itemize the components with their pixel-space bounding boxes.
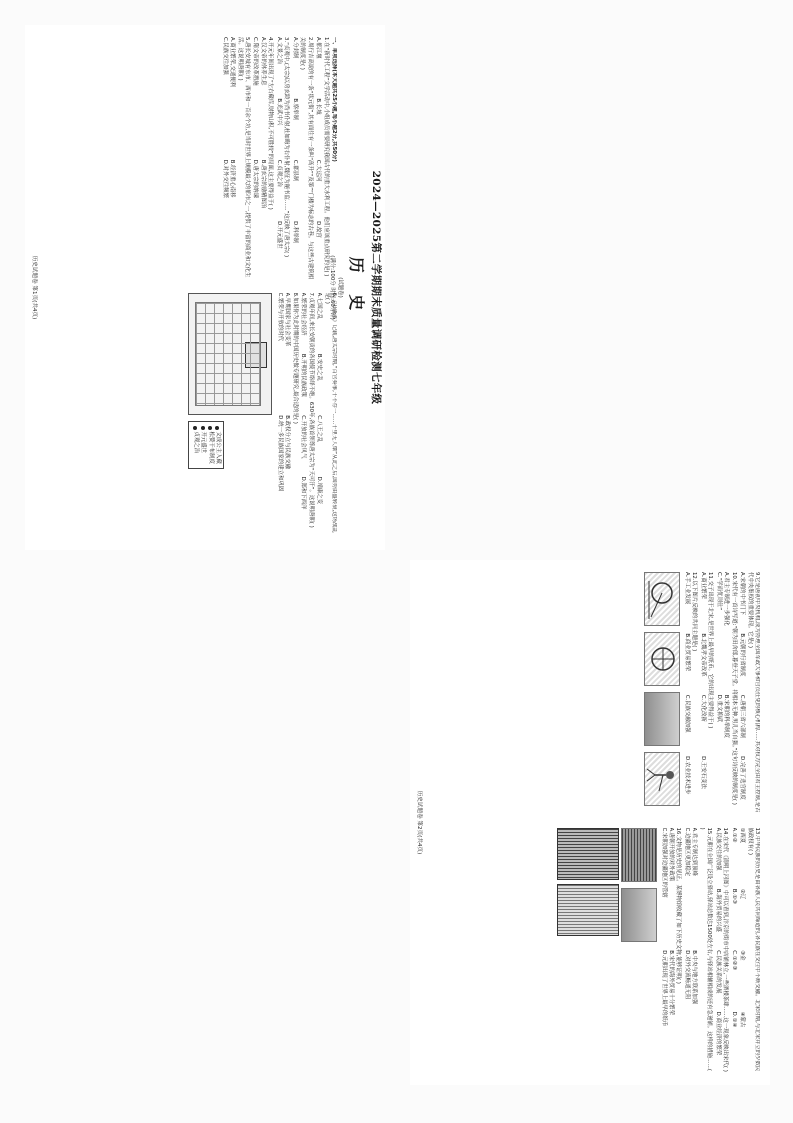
answer-option: A.繁荣的社会经济 (300, 292, 307, 336)
answer-options (251, 37, 266, 283)
answer-option: C.繁荣与开放的时代 (276, 292, 283, 342)
answer-option: B.安史之乱 (316, 353, 323, 381)
question-column-left (428, 572, 760, 818)
answer-option: B.长城 (315, 98, 322, 115)
answer-option: A.分封制 (291, 37, 298, 59)
question (274, 37, 289, 283)
legend-item: 贞观之治 (191, 426, 198, 464)
question (251, 37, 273, 283)
answer-option: D.商业经济的繁荣 (714, 1011, 721, 1056)
question-columns (428, 572, 760, 1073)
paper-money-figures (557, 828, 619, 1074)
legend-item: 开元盛世 (199, 426, 206, 464)
answer-option: C.贞观之治 (275, 159, 282, 187)
question-stem: 3.“贞观中,(太宗)以房玄龄为尚书仆射,杜如晦为右仆射,魏征为秘书监……”这反映了唐太宗( ) (283, 37, 290, 258)
answer-option: C.“学而优则仕” (715, 572, 722, 611)
map-figure-block (188, 293, 272, 539)
answer-option: A.君主专制达到顶峰 (691, 827, 698, 876)
answer-option: D.郑和下西洋 (300, 476, 307, 510)
answer-option: C.①②③ (730, 950, 737, 971)
answer-option: D.故宫 (315, 221, 322, 238)
answer-option: B.①③ (730, 888, 737, 904)
answer-option: A.民族交往的加强 (714, 827, 721, 871)
question-stem: 1.在“新时代工程”文学活动中,小组成员需要研究我国古代的重大水利工程。他们应该重点研究的是( ) (322, 37, 329, 277)
figure (621, 888, 657, 942)
answer-option: D.①④ (730, 1011, 737, 1028)
answer-option: B.开明的民族政策 (300, 353, 307, 398)
answer-option: B.中央与地方联系加强 (691, 950, 698, 1005)
question-list (659, 828, 760, 1074)
answer-option: B.海外贸易的兴盛 (714, 888, 721, 933)
answer-options (698, 572, 705, 818)
answer-option: D.农业技术进步 (683, 756, 690, 795)
question-list (682, 572, 760, 818)
answer-option: C.八王之乱 (316, 415, 323, 443)
answer-option: B.政权分立与民族交融 (284, 415, 291, 470)
answer-option: B.唐玄宗的励精图治 (259, 159, 266, 209)
answer-option: ①西夏 (739, 827, 746, 844)
farmer-drawing (644, 752, 680, 806)
relic-photo (621, 888, 657, 942)
answer-option: B.光武中兴 (275, 98, 282, 126)
spinning-wheel-drawing (644, 572, 680, 626)
answer-option: C.边疆地区更加稳定 (683, 827, 690, 877)
answer-option: D.完善了选官制度 (739, 756, 746, 800)
answer-option: D.王安石变法 (699, 756, 706, 789)
exam-page-2 (410, 560, 770, 1085)
answer-options (220, 37, 235, 283)
question (729, 828, 736, 1074)
answer-option: C.宋朝加强对边疆地区的管辖 (660, 827, 667, 898)
question (738, 572, 760, 818)
answer-option: B.经济重心南移 (229, 159, 236, 198)
answer-options (713, 828, 720, 1074)
answer-options (274, 37, 281, 283)
question (714, 572, 736, 818)
answer-option: ②辽 (739, 888, 746, 900)
question (220, 37, 250, 283)
answer-option: B.北魏孝文帝改革 (699, 633, 706, 677)
answer-option: A.汉文帝的休养生息 (259, 37, 266, 86)
answer-option: A.君主专制进一步强化 (723, 572, 730, 626)
bullet-icon (208, 426, 212, 430)
question (290, 37, 312, 283)
answer-option: D.唐太宗的纳谏 (252, 159, 259, 198)
answer-option: A.都江堰 (315, 37, 322, 59)
question-stem: 15.元朝在全国广泛设立驿站,驿站总数达1500处左右,与驿站相辅相成的还有急递铺。这样的措施……( ) (698, 827, 713, 1071)
question (314, 37, 329, 283)
answer-options (682, 828, 697, 1074)
answer-option: ④蒙古 (739, 1011, 746, 1028)
answer-option: D.统一多民族国家的建立和巩固 (276, 415, 283, 492)
exam-page-1 (25, 25, 385, 550)
answer-option: D.元朝出现了世界上最早的纸币 (660, 950, 667, 1027)
answer-option: C.开放的社会风气 (300, 415, 307, 459)
answer-options (714, 572, 729, 818)
answer-option: A.早期国家与社会变革 (284, 292, 291, 347)
paper-kind: (试题卷) (337, 277, 344, 298)
section-heading: 一、单项选择(本大题共25小题,每小题2分,共50分) (331, 37, 337, 162)
question (713, 828, 728, 1074)
question-stem: 7.贞观年间,来长安朝贡的各国使节络绎不绝。630年,各族首领尊唐太宗为“天可汗”。这说明唐朝( ) (307, 292, 314, 528)
figure (644, 692, 680, 746)
answer-option: A.①② (730, 827, 737, 843)
answer-options (290, 37, 297, 283)
exam-title: 2024—2025第二学期期末质量调研检测七年级 (370, 170, 382, 405)
figure (644, 632, 680, 686)
answer-option: C.唐朝三省六部制 (739, 694, 746, 738)
question-stem: 2.周行吉高说的有一条“状元街”,其有面往有一条叫“高升”“及第”“门楼为标志的古巷。与这些古建筑相关的制度是( ) (299, 37, 313, 280)
question-stem: 14.在宋代《清明上河图》中可以看到,汴京的街市中店铺林立,一些酒楼茶肆……这一现象反映出宋代( ) (722, 827, 729, 1072)
city-ward-grid (195, 302, 261, 406)
changan-city-map (188, 293, 272, 415)
bullet-icon (215, 426, 219, 430)
question-column-left (43, 37, 337, 283)
relic-photo (621, 828, 657, 882)
answer-option: B.宋朝的科举制度 (723, 694, 730, 738)
figure (644, 752, 680, 806)
question-stem: 8.如果你为此时期的中国历史做专题研究,最合适的是( ) (291, 292, 298, 424)
legend-item: 文成公主入藏 (214, 426, 221, 464)
answer-option: C.郡县制 (291, 159, 298, 182)
question-column-right (428, 828, 760, 1074)
question (275, 293, 297, 539)
answer-options (682, 572, 689, 818)
answer-option: A.商业繁荣,交通便利 (229, 37, 236, 88)
answer-option: C.民族关系的发展 (714, 950, 721, 994)
subject-title: 历 史 (346, 256, 366, 319)
question-list (275, 293, 337, 539)
question (659, 828, 681, 1074)
score-and-time: (满分:100分 时间:60分钟) (328, 255, 335, 320)
answer-option: B.商业贸易繁荣 (683, 633, 690, 672)
answer-options (738, 572, 745, 818)
bullet-icon (193, 426, 197, 430)
answer-options (275, 293, 290, 539)
huizi-note-image (557, 884, 619, 936)
answer-option: D.重文抑武 (715, 694, 722, 723)
answer-options (315, 293, 322, 539)
answer-option: A.文景之治 (275, 37, 282, 64)
answer-option: A.唐朝开放的对外政策 (668, 827, 675, 882)
answer-option: A.商业繁荣 (699, 572, 706, 599)
question-12-figures (644, 572, 680, 818)
answer-option: B.察举制 (291, 98, 298, 120)
answer-option: B.宋代的海外贸易十分繁荣 (668, 950, 675, 1015)
page-footer: 历史试题卷 第2页(共4页) (415, 790, 422, 855)
answer-option: C.隋文帝的改革措施 (252, 37, 259, 86)
answer-options (729, 828, 736, 1074)
question-list (220, 37, 328, 283)
answer-option: A.宋朝的中书门下 (739, 572, 746, 616)
answer-options (299, 293, 306, 539)
answer-option: D.对外交流畅通无阻 (683, 950, 690, 1000)
answer-options (314, 37, 321, 283)
question (682, 828, 712, 1074)
question-16-figures (621, 828, 657, 1074)
figure (644, 572, 680, 626)
legend-item: 松赞干布制度 (206, 426, 213, 464)
map-legend (188, 421, 224, 469)
question-columns (43, 37, 337, 538)
answer-option: C.大化改新 (699, 694, 706, 722)
question (315, 293, 337, 539)
question-column-right (43, 293, 337, 539)
answer-option: C.大运河 (315, 159, 322, 182)
question-stem: 9.它是唐初中央机构,成为协理全国军政大事和官员任免的核心机构……其对权力完全由君主控制,是古代中央集权的重要体现。它是( ) (746, 572, 760, 813)
jiaozi-note-image (557, 828, 619, 880)
question (682, 572, 697, 818)
page-footer: 历史试题卷 第1页(共4页) (30, 255, 37, 320)
market-painting (644, 692, 680, 746)
answer-option: C.民族交融加强 (683, 694, 690, 733)
question-stem: 16.文物是历史的见证。某博物馆收藏了如下历史文物,能够证明( ) (675, 827, 682, 984)
answer-option: ③金 (739, 950, 746, 961)
question-stem: 5.唐长安城有东市、西市和一百余个坊,是当时世界上规模最大的都市之一,提供了丰富的商业和文化生活。这说明唐朝( ) (236, 37, 251, 278)
question (698, 572, 713, 818)
question (299, 293, 314, 539)
answer-option: D.对外交往频繁 (221, 159, 228, 198)
water-wheel-drawing (644, 632, 680, 686)
figure (621, 828, 657, 882)
answer-option: C.民族交往加强 (221, 37, 228, 75)
question-stem: 4.开元年间出现了“左右藏库,财物山积,不可胜较”的局面,这主要得益于( ) (267, 37, 274, 210)
answer-option: B.元朝的行省制度 (739, 633, 746, 677)
question-stem: 13.中华民族的历史是由各族人民共同缔造的,各民族在交往中不断交融。北宋时期,与北宋并立的少数民族政权有( ) (746, 827, 760, 1072)
answer-options (659, 828, 674, 1074)
answer-option: D.开元盛世 (275, 221, 282, 249)
question-stem: 11.交子出现于北宋,是世界上最早的纸币。它的出现主要得益于( ) (707, 572, 714, 729)
answer-option: A.手工业发展 (683, 572, 690, 605)
question-stem: 12.以下图片反映的共同主题是( ) (691, 572, 698, 652)
answer-option: A.七国之乱 (316, 292, 323, 320)
question-stem: 10.宋代有一首诗写道:“朝为田舍郎,暮登天子堂。将相本无种,男儿当自强。”这句诗反映的制度是( ) (730, 572, 737, 805)
answer-option: D.靖康之变 (316, 476, 323, 505)
question (738, 828, 760, 1074)
answer-options (738, 828, 745, 1074)
bullet-icon (201, 426, 205, 430)
answer-option: D.科举制 (291, 221, 298, 244)
question-stem: 6.《旧唐书》记载,唐太宗时期,“百官奏事,十不存一……千里无人烟”从此之后,国势由盛转衰,这场战乱是( ) (323, 292, 337, 533)
